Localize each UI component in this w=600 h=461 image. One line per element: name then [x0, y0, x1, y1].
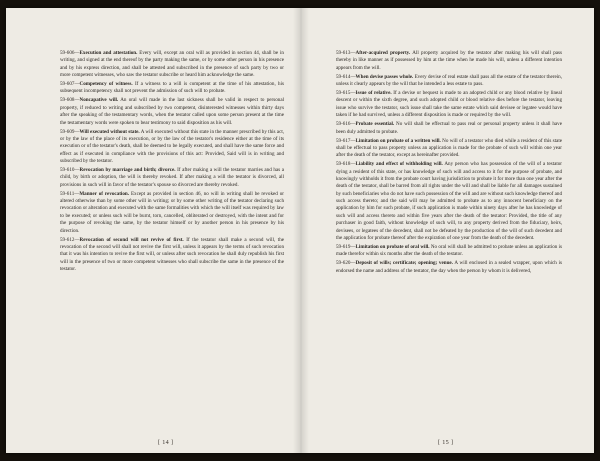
- right-page-number: [ 15 ]: [438, 439, 454, 446]
- section-59-616: 59-616—Probate essential. No will shall be effectual to pass real or personal property unless it shall have been duly admitted to probate.: [336, 121, 562, 135]
- section-59-607: 59-607—Competency of witness. If a witness to a will is competent at the time of his attestation, his subsequent incompetency shall not prevent the admission of such will to probate.: [60, 81, 284, 95]
- left-page: [60, 50, 284, 442]
- book-gutter: [293, 8, 309, 453]
- book-spread: [6, 8, 594, 453]
- section-59-618: 59-618—Liability and effect of withholding will. Any person who has possession of the will of a testator dying a resident of this state, or has knowledge of such will and access to it for the purpose of probate, and knowingly withholds it from the probate court having jurisdiction to probate it for more than one year after the death of the testator, shall be barred from all rights under the will and shall be liable for all damages sustained by such beneficiaries who do not have such possession of the will and are without such knowledge thereof and such access thereto; and the said will may be admitted to probate as to any innocent beneficiary on the application by him for such probate, if such application is made within ninety days after he has knowledge of such will and access thereto and within five years after the death of the testator: Provided, the title of any purchaser in good faith, without knowledge of such will, to any property derived from the fiduciary, heirs, devisees, or legatees of the decedent, shall not be defeated by the production of the will of such decedent and the application for probate thereof after the expiration of one year from the death of the decedent.: [336, 161, 562, 241]
- section-59-617: 59-617—Limitation on probate of a written will. No will of a testator who died while a resident of this state shall be effectual to pass property unless an application is made for the probate of such will within one year after the death of the testator, except as hereinafter provided.: [336, 137, 562, 159]
- section-59-609: 59-609—Will executed without state. A will executed without this state in the manner prescribed by this act, or by the law of the place of its execution, or by the law of the testator's residence either at the time of its execution or of the testator's death, shall be deemed to be legally executed, and shall have the same force and effect as if executed in compliance with the provisions of this act: Provided, Said will is in writing and subscribed by the testator.: [60, 128, 284, 165]
- section-59-619: 59-619—Limitation on probate of oral will. No oral will shall be admitted to probate unless an application is made therefor within six months after the death of the testator.: [336, 243, 562, 258]
- section-59-612: 59-612—Revocation of second will not revive of first. If the testator shall make a second will, the revocation of the second will shall not revive the first will, unless it appears by the terms of such revocation that it was his intention to revive the first will, or unless after such revocation he shall duly republish his first will in the presence of two or more competent witnesses who shall subscribe the same in the presence of the testator.: [60, 236, 284, 273]
- section-59-620: 59-620—Deposit of wills; certificate; opening; venue. A will enclosed in a sealed wrapper, upon which is endorsed the name and address of the testator, the day when the person by whom it is delivered,: [336, 260, 562, 274]
- right-page: [336, 50, 562, 442]
- section-59-615: 59-615—Issue of relative. If a devise or bequest is made to an adopted child or any blood relative by lineal descent or within the sixth degree, and such adopted child or blood relative dies before the testator, leaving issue who survive the testator, such issue shall take the same estate which said devisee or legatee would have taken if he had survived, unless a different disposition is made or required by the will.: [336, 90, 562, 119]
- section-59-611: 59-611—Manner of revocation. Except as provided in section 46, no will in writing shall be revoked or altered otherwise than by some other will in writing; or by some other writing of the testator declaring such revocation or alteration and executed with the same formalities with which the will itself was required by law to be executed; or unless such will be burnt, torn, cancelled, obliterated or destroyed, with the intent and for the purpose of revoking the same, by the testator himself or by another person in his presence by his direction.: [60, 190, 284, 234]
- section-59-613: 59-613—After-acquired property. All property acquired by the testator after making his will shall pass thereby in like manner as if possessed by him at the time when he made his will, unless a different intention appears from the will.: [336, 50, 562, 71]
- section-59-614: 59-614—When devise passes whole. Every devise of real estate shall pass all the estate of the testator therein, unless it clearly appears by the will that he intended a less estate to pass.: [336, 73, 562, 88]
- section-59-606: 59-606—Execution and attestation. Every will, except an oral will as provided in section 44, shall be in writing, and signed at the end thereof by the party making the same, or by some other person in his presence and by his express direction, and shall be attested and subscribed in the presence of such party by two or more competent witnesses, who saw the testator subscribe or heard him acknowledge the same.: [60, 50, 284, 79]
- section-59-610: 59-610—Revocation by marriage and birth; divorce. If after making a will the testator marries and has a child, by birth or adoption, the will is thereby revoked. If after making a will the testator is divorced, all provisions in such will in favor of the testator's spouse so divorced are thereby revoked.: [60, 167, 284, 188]
- section-59-608: 59-608—Noncapative will. An oral will made in the last sickness shall be valid in respect to personal property, if reduced to writing and subscribed by two competent, disinterested witnesses within thirty days after the speaking of the testamentary words, when the testator called upon some person present at the time the testamentary words were spoken to bear testimony to said disposition as his will.: [60, 97, 284, 126]
- left-page-number: [ 14 ]: [158, 439, 174, 446]
